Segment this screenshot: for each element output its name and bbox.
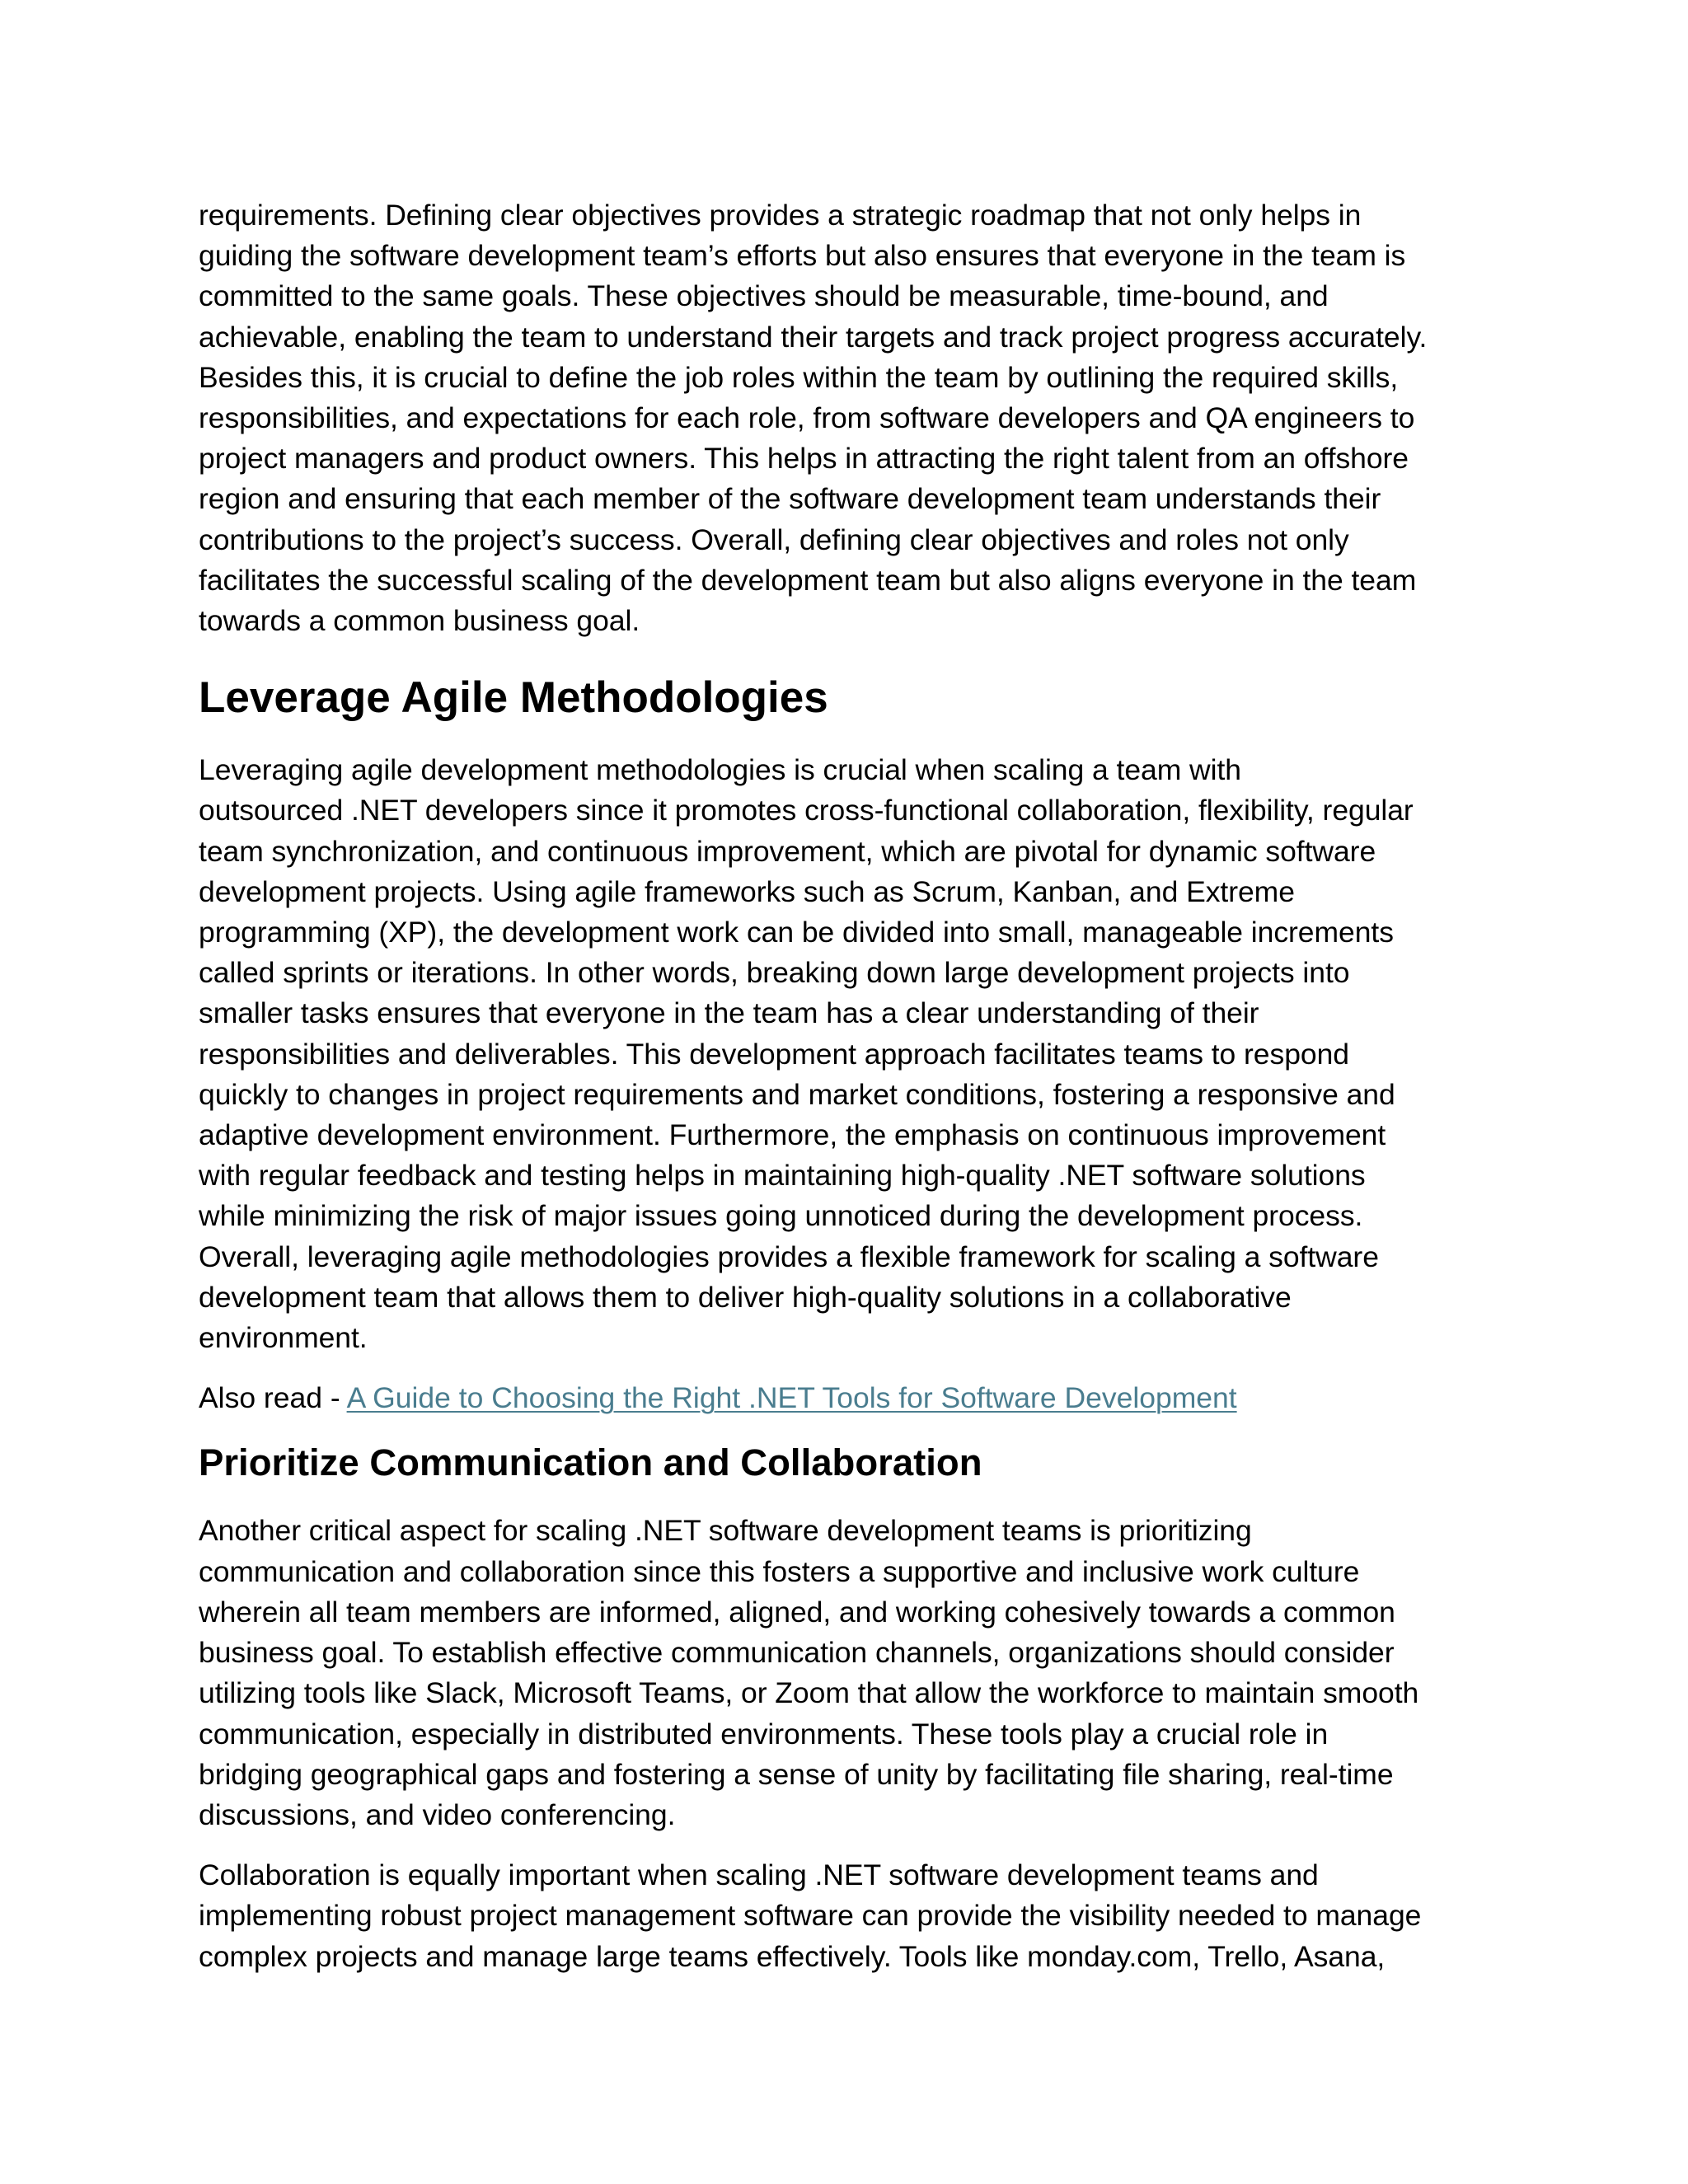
- paragraph-line: while minimizing the risk of major issues going unnoticed during the development process.: [199, 1199, 1363, 1233]
- paragraph-line: guiding the software development team’s efforts but also ensures that everyone in the team is: [199, 239, 1406, 273]
- paragraph-line: team synchronization, and continuous improvement, which are pivotal for dynamic software: [199, 834, 1376, 868]
- heading-prioritize-communication: Prioritize Communication and Collaboration: [199, 1441, 982, 1484]
- paragraph-line: development projects. Using agile frameworks such as Scrum, Kanban, and Extreme: [199, 874, 1295, 908]
- paragraph-line: wherein all team members are informed, aligned, and working cohesively towards a common: [199, 1595, 1395, 1629]
- paragraph-line: requirements. Defining clear objectives provides a strategic roadmap that not only helps in: [199, 199, 1362, 232]
- also-read: [199, 1378, 1484, 1418]
- spacer: [199, 1835, 1484, 1855]
- paragraph-line: development team that allows them to deliver high-quality solutions in a collaborative: [199, 1280, 1292, 1314]
- communication-paragraph: [199, 1511, 1484, 1835]
- paragraph-line: achievable, enabling the team to understand their targets and track project progress accurately.: [199, 320, 1428, 354]
- paragraph-line: region and ensuring that each member of the software development team understands their: [199, 482, 1381, 516]
- paragraph-line: towards a common business goal.: [199, 604, 640, 638]
- paragraph-line: quickly to changes in project requirements and market conditions, fostering a responsive and: [199, 1077, 1395, 1111]
- paragraph-line: outsourced .NET developers since it promotes cross-functional collaboration, flexibility, regular: [199, 794, 1414, 827]
- agile-paragraph: [199, 750, 1484, 1358]
- collaboration-paragraph: [199, 1855, 1484, 1977]
- paragraph-line: programming (XP), the development work can be divided into small, manageable increments: [199, 916, 1394, 949]
- spacer: [199, 1358, 1484, 1378]
- paragraph-line: Collaboration is equally important when scaling .NET software development teams and: [199, 1858, 1319, 1892]
- paragraph-line: responsibilities and deliverables. This development approach facilitates teams to respond: [199, 1037, 1349, 1071]
- paragraph-line: responsibilities, and expectations for each role, from software developers and QA engineers to: [199, 401, 1415, 435]
- paragraph-line: Overall, leveraging agile methodologies provides a flexible framework for scaling a software: [199, 1240, 1379, 1273]
- also-read-link[interactable]: A Guide to Choosing the Right .NET Tools for Software Development: [346, 1381, 1237, 1415]
- paragraph-line: utilizing tools like Slack, Microsoft Teams, or Zoom that allow the workforce to maintain smooth: [199, 1676, 1419, 1710]
- also-read-prefix: Also read -: [199, 1381, 347, 1415]
- paragraph-line: facilitates the successful scaling of the development team but also aligns everyone in the team: [199, 563, 1417, 597]
- paragraph-line: Another critical aspect for scaling .NET software development teams is prioritizing: [199, 1514, 1252, 1548]
- paragraph-line: committed to the same goals. These objectives should be measurable, time-bound, and: [199, 279, 1329, 313]
- paragraph-line: Besides this, it is crucial to define the job roles within the team by outlining the required skills,: [199, 360, 1399, 394]
- paragraph-line: business goal. To establish effective communication channels, organizations should consider: [199, 1636, 1395, 1670]
- paragraph-line: discussions, and video conferencing.: [199, 1797, 676, 1831]
- intro-paragraph: [199, 195, 1484, 641]
- paragraph-line: environment.: [199, 1321, 368, 1355]
- paragraph-line: Leveraging agile development methodologies is crucial when scaling a team with: [199, 753, 1241, 787]
- document-page: [199, 195, 1484, 1977]
- paragraph-line: communication and collaboration since this fosters a supportive and inclusive work culture: [199, 1554, 1360, 1588]
- paragraph-line: project managers and product owners. This helps in attracting the right talent from an offshore: [199, 442, 1409, 476]
- paragraph-line: with regular feedback and testing helps in maintaining high-quality .NET software solutions: [199, 1159, 1366, 1193]
- paragraph-line: called sprints or iterations. In other words, breaking down large development projects into: [199, 956, 1350, 990]
- paragraph-line: implementing robust project management software can provide the visibility needed to manage: [199, 1899, 1422, 1933]
- paragraph-line: smaller tasks ensures that everyone in the team has a clear understanding of their: [199, 996, 1259, 1030]
- paragraph-line: bridging geographical gaps and fostering a sense of unity by facilitating file sharing, real-time: [199, 1757, 1394, 1791]
- paragraph-line: communication, especially in distributed environments. These tools play a crucial role in: [199, 1717, 1329, 1750]
- paragraph-line: contributions to the project’s success. Overall, defining clear objectives and roles not only: [199, 523, 1349, 556]
- paragraph-line: complex projects and manage large teams effectively. Tools like monday.com, Trello, Asana,: [199, 1939, 1386, 1973]
- heading-leverage-agile: Leverage Agile Methodologies: [199, 673, 828, 723]
- paragraph-line: adaptive development environment. Furthermore, the emphasis on continuous improvement: [199, 1118, 1386, 1152]
